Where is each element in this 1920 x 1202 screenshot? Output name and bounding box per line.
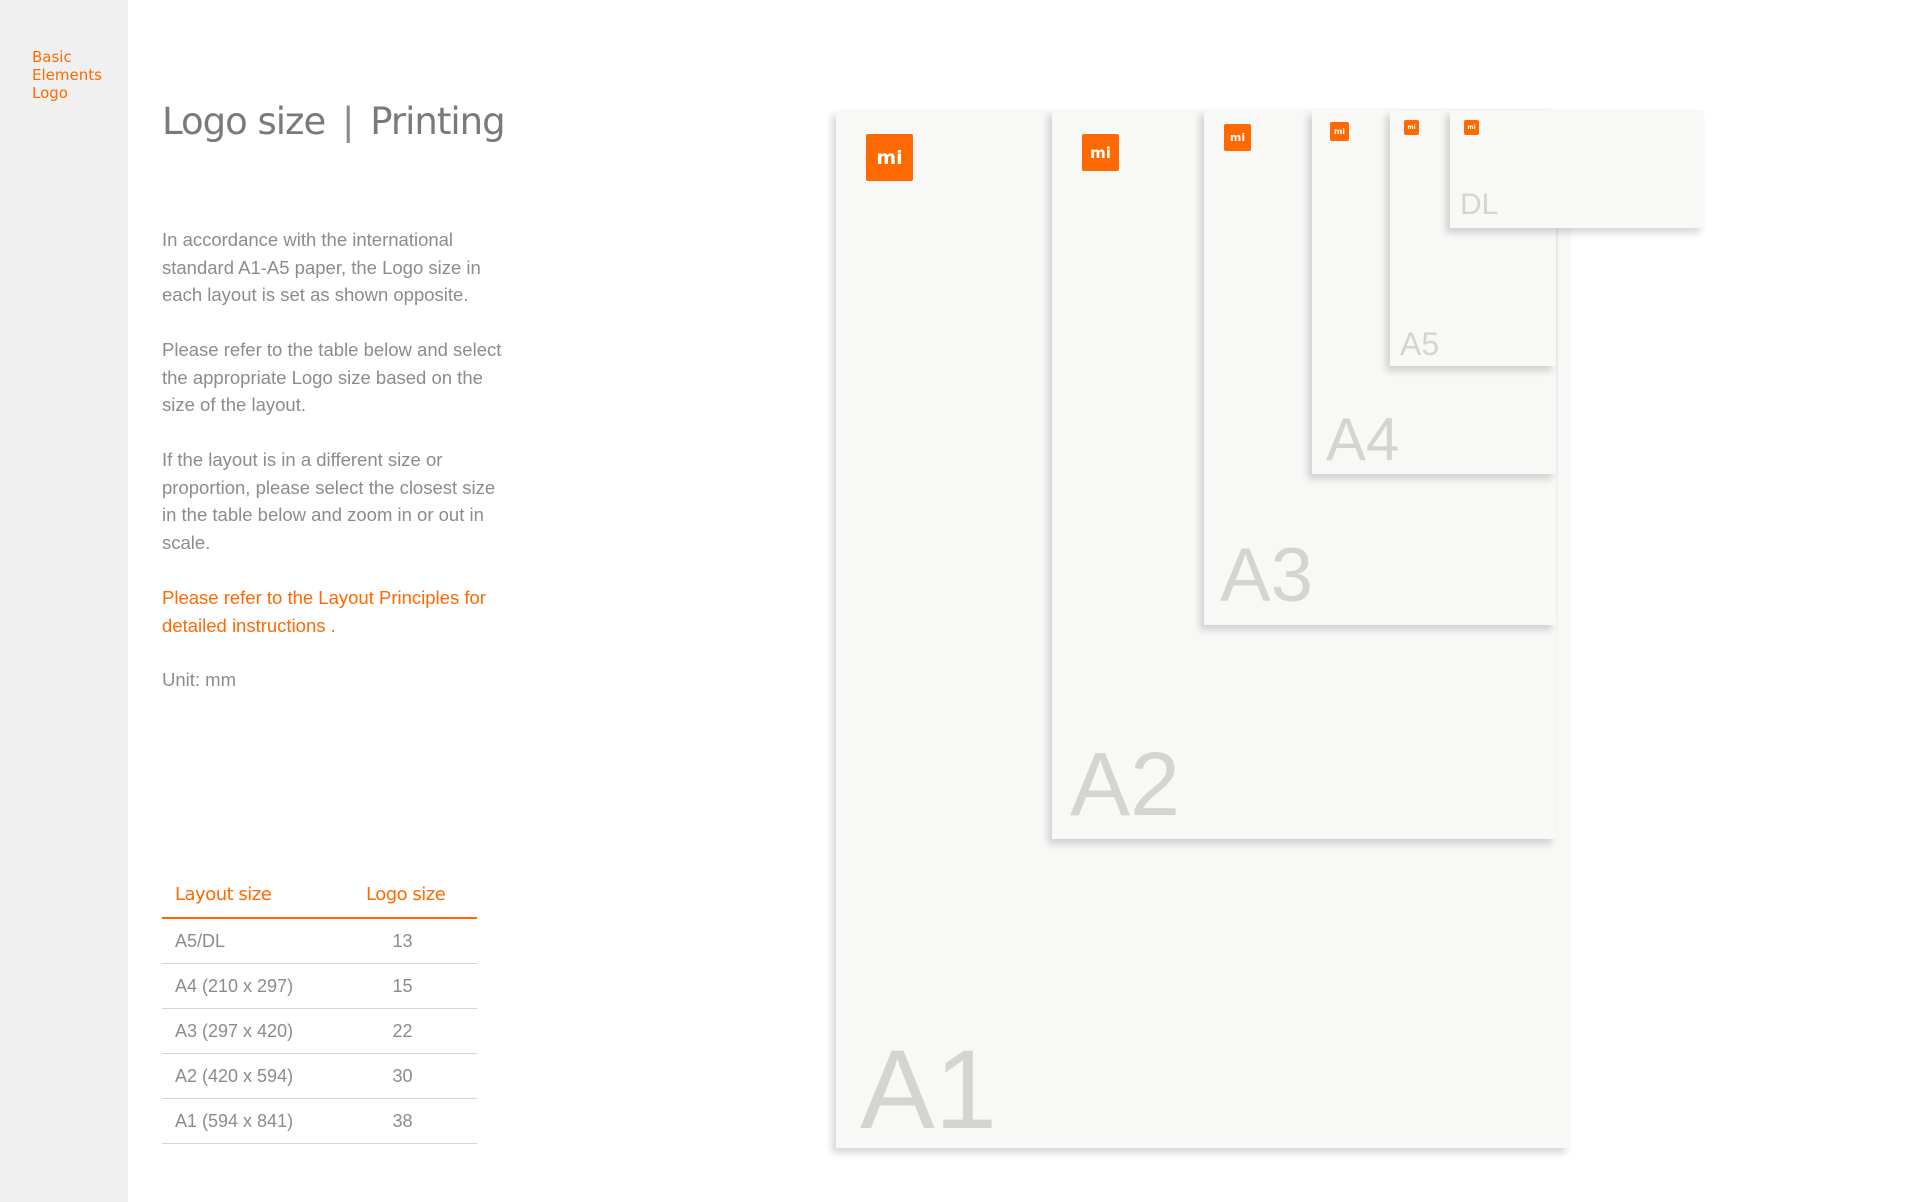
section-label-line: Logo	[32, 84, 68, 102]
table-row	[162, 1054, 477, 1099]
paper-label-a3: A3	[1220, 533, 1313, 618]
table-row	[162, 1009, 477, 1054]
layout-size-cell: A3 (297 x 420)	[162, 1009, 353, 1054]
xiaomi-logo-text: mi	[1333, 127, 1346, 136]
layout-size-cell: A5/DL	[162, 918, 353, 964]
paper-label-a5: A5	[1400, 326, 1440, 362]
xiaomi-logo-icon	[866, 134, 913, 181]
paper-dl	[1450, 110, 1704, 228]
xiaomi-logo-text: mi	[1229, 131, 1246, 144]
xiaomi-logo-text: mi	[1090, 143, 1111, 162]
logo-size-cell: 13	[353, 918, 477, 964]
xiaomi-logo-text: mi	[876, 146, 903, 169]
paper-label-a4: A4	[1326, 406, 1400, 473]
page-title-main: Logo size	[162, 100, 326, 143]
xiaomi-logo-text: mi	[1467, 124, 1476, 131]
layout-principles-note: Please refer to the Layout Principles for detailed instructions .	[162, 587, 486, 636]
intro-paragraph: In accordance with the international standard A1-A5 paper, the Logo size in each layout is set as shown opposite.	[162, 229, 481, 305]
unit-note: Unit: mm	[162, 669, 236, 690]
table-row	[162, 1099, 477, 1144]
table-row	[162, 918, 477, 964]
xiaomi-logo-icon	[1330, 122, 1349, 141]
scale-instruction-paragraph: If the layout is in a different size or proportion, please select the closest size in the table below and zoom in or out in scale.	[162, 449, 496, 553]
sidebar	[0, 0, 128, 1202]
table-header-row	[162, 872, 477, 918]
table-row	[162, 964, 477, 1009]
page-title-separator: |	[342, 100, 354, 143]
logo-size-cell: 15	[353, 964, 477, 1009]
logo-size-cell: 22	[353, 1009, 477, 1054]
layout-size-header: Layout size	[162, 872, 353, 918]
logo-size-cell: 38	[353, 1099, 477, 1144]
paper-label-a1: A1	[860, 1027, 997, 1152]
section-label-line: Basic	[32, 48, 72, 66]
xiaomi-logo-icon	[1082, 134, 1119, 171]
section-label	[32, 48, 102, 102]
table-instruction-paragraph: Please refer to the table below and select the appropriate Logo size based on the size of the layout.	[162, 339, 502, 415]
layout-size-cell: A1 (594 x 841)	[162, 1099, 353, 1144]
layout-size-cell: A4 (210 x 297)	[162, 964, 353, 1009]
logo-size-cell: 30	[353, 1054, 477, 1099]
page-title-sub: Printing	[370, 100, 505, 143]
logo-size-table	[162, 872, 477, 1144]
layout-size-cell: A2 (420 x 594)	[162, 1054, 353, 1099]
section-label-line: Elements	[32, 66, 102, 84]
paper-label-dl: DL	[1460, 188, 1499, 221]
xiaomi-logo-icon	[1404, 120, 1419, 135]
xiaomi-logo-text: mi	[1407, 124, 1416, 131]
logo-size-header: Logo size	[353, 872, 477, 918]
paper-label-a2: A2	[1070, 735, 1181, 835]
xiaomi-logo-icon	[1464, 120, 1479, 135]
xiaomi-logo-icon	[1224, 124, 1251, 151]
page-title	[162, 100, 505, 143]
